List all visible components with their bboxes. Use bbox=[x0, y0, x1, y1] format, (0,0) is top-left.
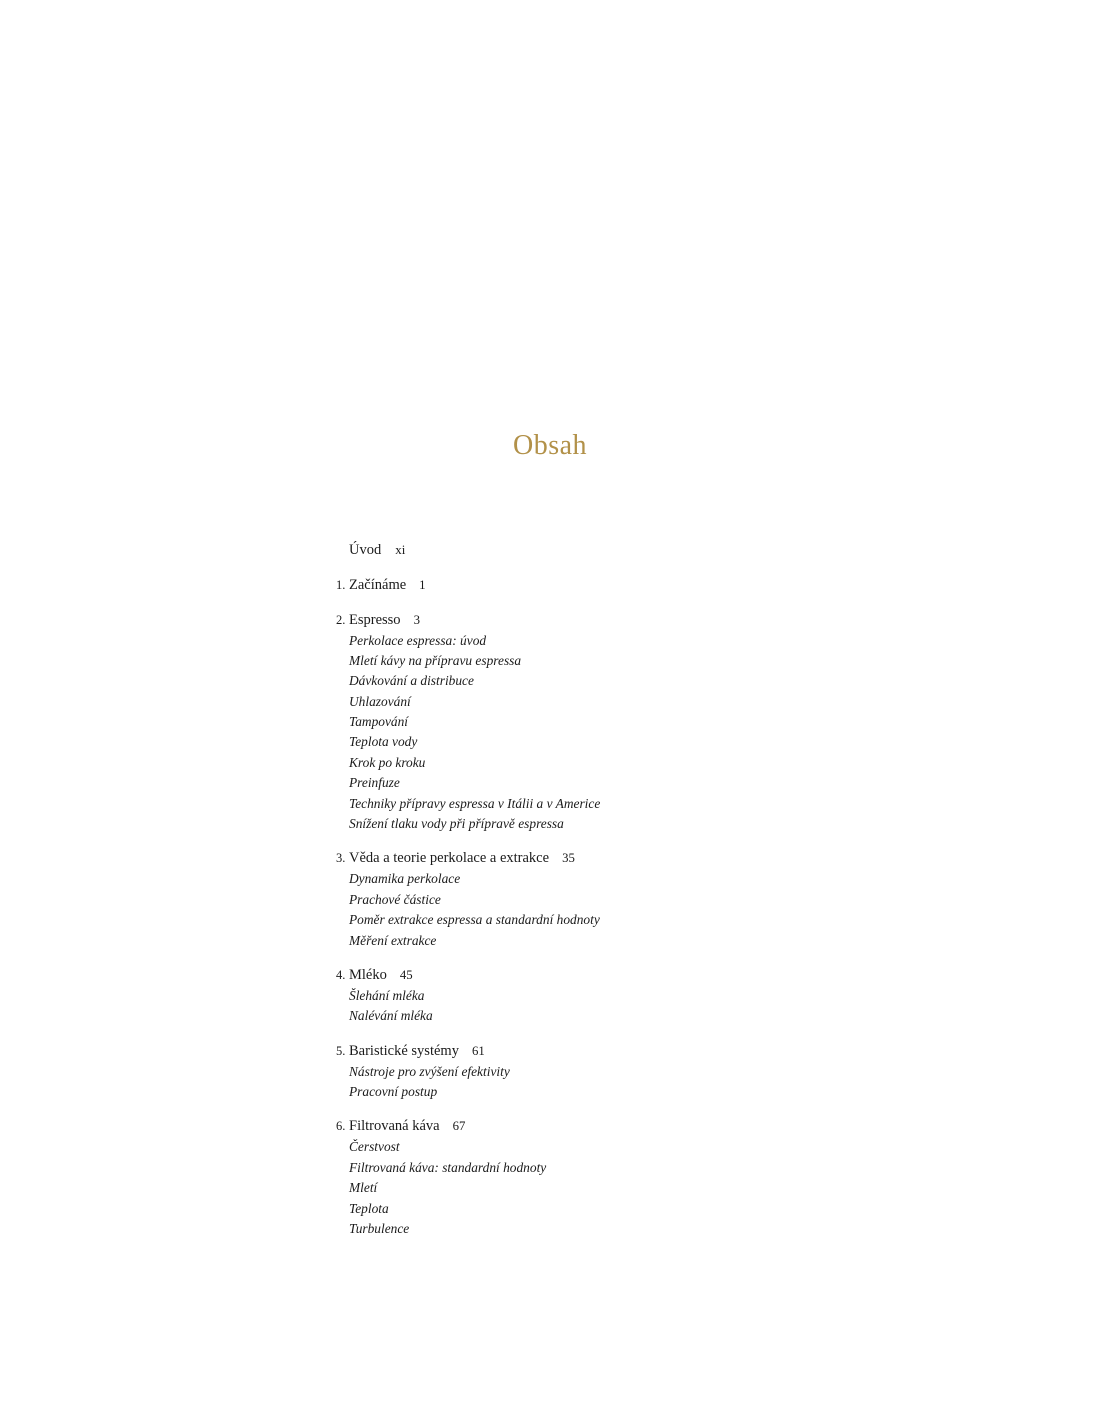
chapter-heading[interactable] bbox=[336, 1116, 856, 1137]
chapter-title: Věda a teorie perkolace a extrakce bbox=[349, 850, 550, 867]
toc-chapter bbox=[336, 1041, 856, 1103]
chapter-title: Filtrovaná káva bbox=[349, 1118, 440, 1135]
page-title: Obsah bbox=[512, 430, 588, 461]
front-matter-label: Úvod bbox=[349, 542, 382, 558]
list-item[interactable]: Preinfuze bbox=[349, 775, 400, 791]
list-item[interactable]: Měření extrakce bbox=[349, 932, 437, 948]
list-item[interactable]: Poměr extrakce espressa a standardní hodnoty bbox=[349, 912, 600, 928]
chapter-number: 1. bbox=[336, 577, 346, 592]
list-item[interactable]: Filtrovaná káva: standardní hodnoty bbox=[349, 1159, 547, 1175]
toc-chapter bbox=[336, 965, 856, 1027]
chapter-number: 2. bbox=[336, 612, 346, 627]
list-item[interactable]: Prachové částice bbox=[349, 891, 441, 907]
list-item[interactable]: Dávkování a distribuce bbox=[349, 673, 474, 689]
chapter-heading[interactable] bbox=[336, 1041, 856, 1062]
toc-chapter bbox=[336, 610, 856, 835]
list-item[interactable]: Teplota bbox=[349, 1200, 389, 1216]
list-item[interactable]: Tampování bbox=[349, 714, 409, 730]
list-item[interactable]: Krok po kroku bbox=[349, 754, 426, 770]
list-item[interactable]: Nástroje pro zvýšení efektivity bbox=[349, 1063, 510, 1079]
list-item[interactable]: Pracovní postup bbox=[349, 1084, 438, 1100]
list-item[interactable]: Dynamika perkolace bbox=[349, 871, 461, 887]
toc-front-matter-entry[interactable] bbox=[349, 540, 856, 561]
list-item[interactable]: Mletí bbox=[349, 1180, 378, 1196]
list-item[interactable]: Turbulence bbox=[349, 1220, 410, 1236]
chapter-subsections bbox=[336, 1062, 856, 1103]
front-matter-page: xi bbox=[395, 542, 406, 557]
chapter-title: Začínáme bbox=[349, 576, 407, 593]
chapter-subsections bbox=[336, 631, 856, 835]
toc-chapter bbox=[336, 1116, 856, 1239]
chapter-title: Espresso bbox=[349, 611, 401, 628]
chapter-heading[interactable] bbox=[336, 575, 856, 596]
list-item[interactable]: Teplota vody bbox=[349, 734, 418, 750]
chapter-number: 4. bbox=[336, 967, 346, 982]
list-item[interactable]: Uhlazování bbox=[349, 693, 411, 709]
chapter-number: 3. bbox=[336, 851, 346, 866]
chapter-page: 35 bbox=[562, 851, 575, 866]
chapter-subsections bbox=[336, 869, 856, 951]
toc-chapter bbox=[336, 575, 856, 596]
chapter-page: 67 bbox=[452, 1119, 466, 1134]
chapter-heading[interactable] bbox=[336, 610, 856, 631]
chapter-title: Baristické systémy bbox=[349, 1042, 459, 1059]
chapter-title: Mléko bbox=[349, 966, 387, 983]
chapter-heading[interactable] bbox=[336, 848, 856, 869]
chapter-number: 5. bbox=[336, 1043, 346, 1058]
chapter-number: 6. bbox=[336, 1119, 346, 1134]
chapter-subsections bbox=[336, 1137, 856, 1239]
chapter-heading[interactable] bbox=[336, 965, 856, 986]
list-item[interactable]: Snížení tlaku vody při přípravě espressa bbox=[349, 815, 564, 831]
table-of-contents bbox=[336, 540, 856, 1253]
chapter-page: 1 bbox=[419, 577, 426, 592]
chapter-page: 3 bbox=[413, 612, 420, 627]
list-item[interactable]: Techniky přípravy espressa v Itálii a v Americe bbox=[349, 795, 601, 811]
list-item[interactable]: Čerstvost bbox=[349, 1139, 400, 1155]
chapter-page: 61 bbox=[471, 1043, 485, 1058]
chapter-page: 45 bbox=[399, 967, 413, 982]
list-item[interactable]: Šlehání mléka bbox=[349, 987, 425, 1003]
toc-chapter bbox=[336, 848, 856, 951]
chapter-subsections bbox=[336, 986, 856, 1027]
list-item[interactable]: Nalévání mléka bbox=[349, 1008, 433, 1024]
list-item[interactable]: Perkolace espressa: úvod bbox=[349, 632, 487, 648]
list-item[interactable]: Mletí kávy na přípravu espressa bbox=[349, 652, 522, 668]
